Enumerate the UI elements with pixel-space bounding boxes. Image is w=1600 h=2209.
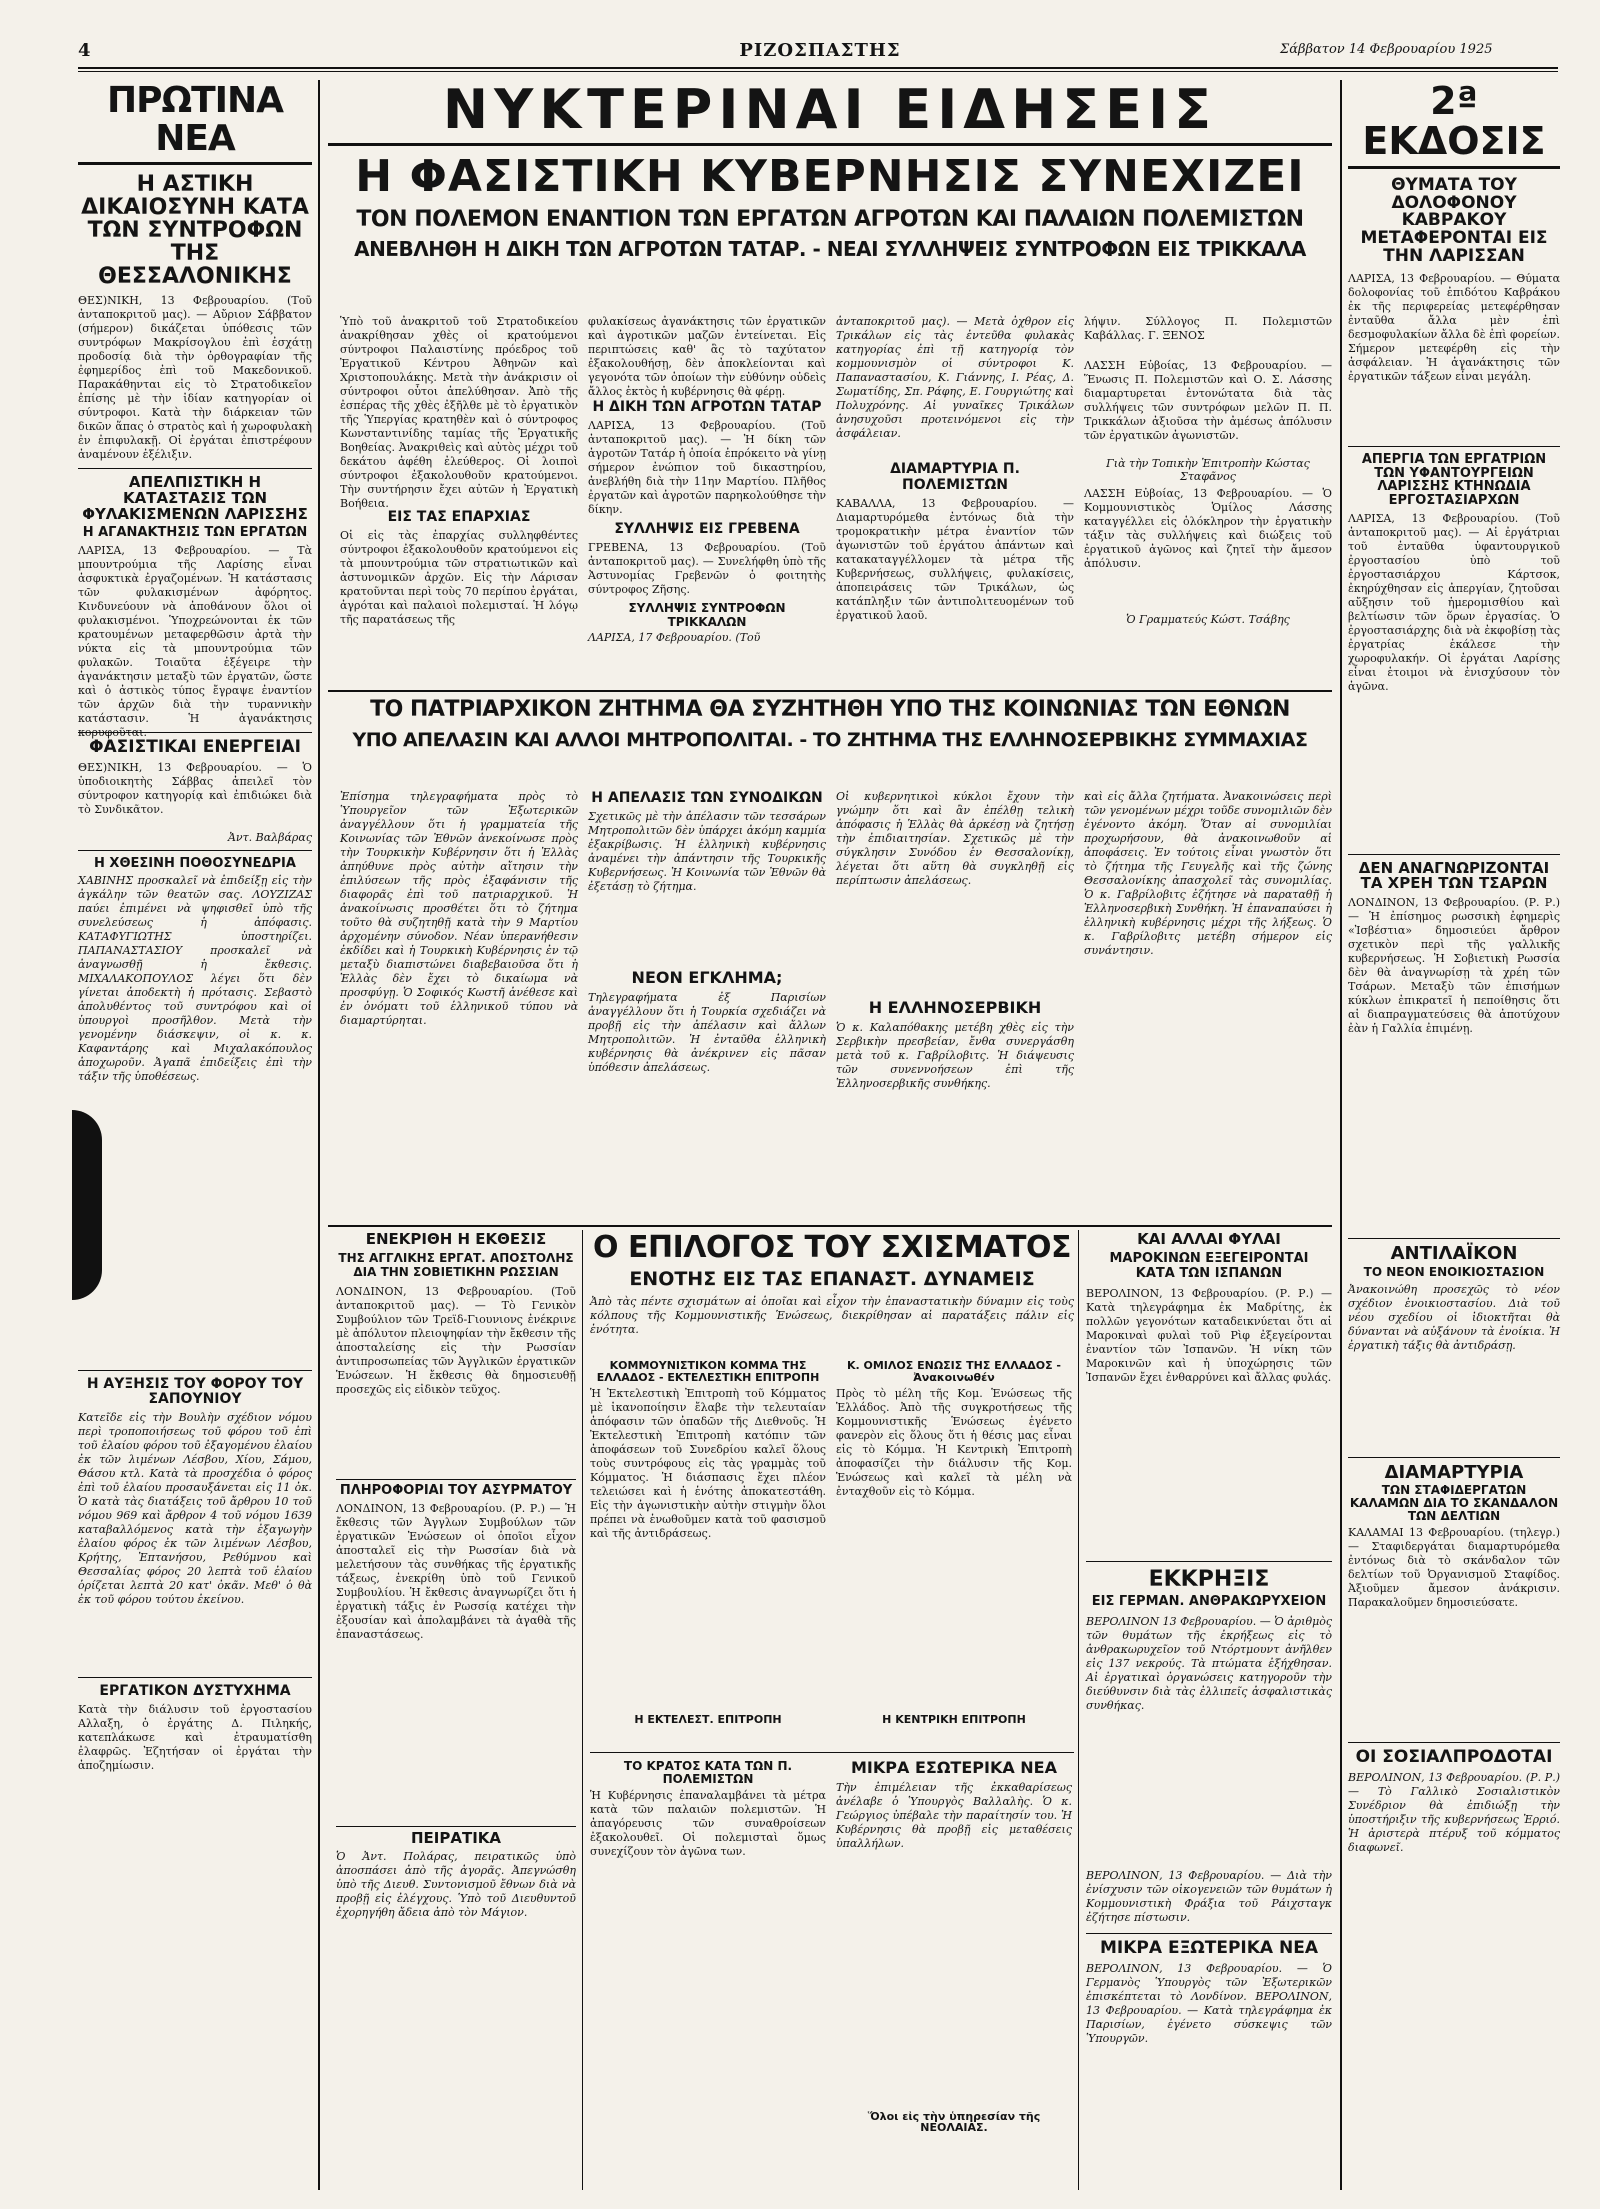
headline: ΕΚΚΡΗΞΙΣ (1148, 1567, 1270, 1593)
banner-nykterinai: ΝΥΚΤΕΡΙΝΑΙ ΕΙΔΗΣΕΙΣ (328, 82, 1332, 146)
article-column (340, 315, 578, 654)
subheadline: ΔΙΑ ΤΗΝ ΣΟΒΙΕΤΙΚΗΝ ΡΩΣΣΙΑΝ (353, 1265, 559, 1280)
column-divider (1340, 80, 1342, 2190)
left-column (78, 80, 312, 1772)
right-column (1348, 79, 1560, 1891)
article-footer: Ὅλοι εἰς τὴν ὑπηρεσίαν τῆς ΝΕΟΛΑΙΑΣ. (867, 2109, 1041, 2135)
signature: Ὁ Γραμματεύς Κώστ. Τσάβης (1126, 613, 1290, 626)
article-body: Σχετικῶς μὲ τὴν ἀπέλασιν τῶν τεσσάρων Μητροπολιτῶν δὲν ὑπάρχει ἀκόμη καμμία ἐξακρίβωσις. Ἡ ἑλληνικὴ κυβέρνησις ἀναμένει τὴν ἀπάντησιν τῆς Τουρκικῆς Κυβερνήσεως. Ἡ Κοινωνία τῶν Ἐθνῶν θὰ ἐξετάσῃ τὸ ζήτημα. (588, 810, 826, 893)
headline: ΑΝΤΙΛΑΪΚΟΝ (1390, 1243, 1518, 1265)
subheadline: ΕΝΟΤΗΣ ΕΙΣ ΤΑΣ ΕΠΑΝΑΣΤ. ΔΥΝΑΜΕΙΣ (629, 1267, 1035, 1290)
headline: ΔΙΑΜΑΡΤΥΡΙΑ (1384, 1461, 1524, 1483)
subheadline: ΣΥΛΛΗΨΙΣ ΣΥΝΤΡΟΦΩΝ ΤΡΙΚΚΑΛΩΝ (628, 601, 786, 629)
headline: ΜΙΚΡΑ ΕΞΩΤΕΡΙΚΑ ΝΕΑ (1100, 1937, 1318, 1958)
subheadline: ΤΟ ΝΕΟΝ ΕΝΟΙΚΙΟΣΤΑΣΙΟΝ (1363, 1264, 1545, 1279)
section-title-ekdosis: 2ª ΕΚΔΟΣΙΣ (1348, 82, 1560, 169)
patriarch-header (328, 698, 1332, 751)
headline: ΠΛΗΡΟΦΟΡΙΑΙ ΤΟΥ ΑΣΥΡΜΑΤΟΥ (339, 1482, 573, 1498)
article-body: ΛΟΝΔΙΝΟΝ, 13 Φεβρουαρίου. (Ρ. Ρ.) — Ἡ ἔκθεσις τῶν Ἀγγλων Συμβούλων τῶν ἐργατικῶν Ἑνώσεων οἱ ὁποῖοι εἶχον ἀποσταλεῖ εἰς τὴν Ρωσσίαν διὰ νὰ μελετήσουν τὰς συνθήκας τῆς ἐργατικῆς τάξεως, ἐνεκρίθη ὑπὸ τοῦ Γενικοῦ Συμβουλίου. Ἡ ἔκθεσις ἀναγνωρίζει ὅτι ἡ ἐργατικὴ τάξις ἐν Ρωσσίᾳ κατέχει τὴν ἐξουσίαν καὶ ἀπολαμβάνει τὰ ἀγαθὰ τῆς ἐπαναστάσεως. (336, 1501, 576, 1641)
article-column (588, 315, 826, 647)
column-divider (1078, 1230, 1079, 2190)
article-body: Πρὸς τὸ μέλη τῆς Κομ. Ἑνώσεως τῆς Ἑλλάδος. Ἀπὸ τῆς συγκροτήσεως τῆς Κομμουνιστικῆς Ἑνώσεως ἐγένετο φανερὸν εἰς ὅλους ὅτι ἡ θέσις μας εἶναι εἰς τὸ Κόμμα. Ἡ Κεντρικὴ Ἐπιτροπὴ ἀποφασίζει τὴν διάλυσιν τῆς Κομ. Ἑνώσεως καὶ καλεῖ τὰ μέλη νὰ ἐνταχθοῦν εἰς τὸ Κόμμα. (836, 1387, 1072, 1499)
main-subheadline: ΤΟΝ ΠΟΛΕΜΟΝ ΕΝΑΝΤΙΟΝ ΤΩΝ ΕΡΓΑΤΩΝ ΑΓΡΟΤΩΝ ΚΑΙ ΠΑΛΑΙΩΝ ΠΟΛΕΜΙΣΤΩΝ (356, 206, 1304, 232)
subheadline: Η ΔΙΚΗ ΤΩΝ ΑΓΡΟΤΩΝ ΤΑΤΑΡ (592, 399, 822, 415)
signature: Ἀντ. Βαλβάρας (227, 830, 312, 844)
article-body: Οἱ εἰς τὰς ἐπαρχίας συλληφθέντες σύντροφοι ἐξακολουθοῦν κρατούμενοι εἰς τὰ μπουντρούμια τῶν στρατιωτικῶν καὶ ἀστυνομικῶν ἀρχῶν. Εἰς τὴν Λάρισαν κρατοῦνται περὶ τοὺς 70 περίπου ἐργάται, ἀγρόται καὶ παλαιοὶ πολεμισταί. Ἡ λόγῳ τῆς παρατάσεως τῆς (340, 529, 578, 626)
article-intro: Ἀπὸ τὰς πέντε σχισμάτων αἱ ὁποῖαι καὶ εἶχον τὴν ἐπαναστατικὴν δύναμιν εἰς τοὺς κόλπους τῆς Κομμουνιστικῆς Ἑνώσεως, διεκρίθησαν αἱ παρατάξεις πάλιν εἰς ἑνότητα. (590, 1295, 1074, 1337)
article-body: ΛΑΡΙΣΑ, 13 Φεβρουαρίου. (Τοῦ ἀνταποκριτοῦ μας). — Αἱ ἐργάτριαι τοῦ ἐνταῦθα ὑφαντουργικοῦ ἐργοστασίου ὑπὸ τοῦ ἐργοστασιάρχου Κάρτσοκ, ἐκηρύχθησαν εἰς ἀπεργίαν, ζητοῦσαι αὔξησιν τοῦ ἡμερομισθίου καὶ βελτίωσιν τῶν ὅρων ἐργασίας. Ὁ ἐργοστασιάρχης διὰ νὰ ἐκφοβίσῃ τὰς ἐργατρίας ἐκάλεσε τὴν χωροφυλακήν. Οἱ ἐργάται Λαρίσης εἶναι ἑτοιμοι νὰ ἐνισχύσουν τὸν ἀγῶνα. (1348, 511, 1560, 693)
article-body: ΛΑΡΙΣΑ, 17 Φεβρουαρίου. (Τοῦ (588, 631, 761, 644)
headline: ΤΟ ΠΑΤΡΙΑΡΧΙΚΟΝ ΖΗΤΗΜΑ ΘΑ ΣΥΖΗΤΗΘΗ ΥΠΟ ΤΗΣ ΚΟΙΝΩΝΙΑΣ ΤΩΝ ΕΘΝΩΝ (370, 697, 1290, 722)
section-rule (328, 1225, 1332, 1227)
subheadline: ΣΥΛΛΗΨΙΣ ΕΙΣ ΓΡΕΒΕΝΑ (614, 521, 800, 537)
article-body: Ἡ Κυβέρνησις ἐπαναλαμβάνει τὰ μέτρα κατὰ τῶν παλαιῶν πολεμιστῶν. Ἡ ἀπαγόρευσις τῶν συναθροίσεων ἐξακολουθεῖ. Οἱ πολεμισταὶ ὅμως συνεχίζουν τὸν ἀγῶνα των. (590, 1789, 826, 1859)
subheadline: Κ. ΟΜΙΛΟΣ ΕΝΩΣΙΣ ΤΗΣ ΕΛΛΑΔΟΣ - Ἀνακοινωθέν (846, 1359, 1062, 1384)
article-body: ΛΟΝΔΙΝΟΝ, 13 Φεβρουαρίου. (Τοῦ ἀνταποκριτοῦ μας). — Τὸ Γενικὸν Συμβούλιον τῶν Τρεϊδ-Γιουνιονς ἐνέκρινε μὲ ἀπόλυτον πλειοψηφίαν τὴν ἔκθεσιν τῆς ἀποσταλείσης εἰς τὴν Ρωσσίαν ἀντιπροσωπείας τῶν Ἀγγλικῶν ἐργατικῶν Ἑνώσεων. Ἡ ἔκθεσις θὰ δημοσιευθῇ προσεχῶς εἰς εἰδικὸν τεῦχος. (336, 1284, 576, 1396)
main-subheadline: ΑΝΕΒΛΗΘΗ Η ΔΙΚΗ ΤΩΝ ΑΓΡΟΤΩΝ ΤΑΤΑΡ. - ΝΕΑΙ ΣΥΛΛΗΨΕΙΣ ΣΥΝΤΡΟΦΩΝ ΕΙΣ ΤΡΙΚΚΑΛΑ (354, 236, 1306, 261)
headline: Η ΑΣΤΙΚΗ ΔΙΚΑΙΟΣΥΝΗ ΚΑΤΑ ΤΩΝ ΣΥΝΤΡΟΦΩΝ ΤΗΣ ΘΕΣΣΑΛΟΝΙΚΗΣ (81, 171, 309, 289)
article-column (590, 1360, 826, 1726)
headline: ΕΡΓΑΤΙΚΟΝ ΔΥΣΤΥΧΗΜΑ (99, 1682, 291, 1699)
news-column (1086, 1232, 1332, 2162)
headline: ΑΠΕΡΓΙΑ ΤΩΝ ΕΡΓΑΤΡΙΩΝ ΤΩΝ ΥΦΑΝΤΟΥΡΓΕΙΩΝ ΛΑΡΙΣΣΗΣ ΚΤΗΝΩΔΙΑ ΕΡΓΟΣΤΑΣΙΑΡΧΩΝ (1361, 452, 1547, 508)
headline: Η ΧΘΕΣΙΝΗ ΠΟΘΟΣΥΝΕΔΡΙΑ (94, 855, 296, 871)
headline: Η ΑΥΞΗΣΙΣ ΤΟΥ ΦΟΡΟΥ ΤΟΥ ΣΑΠΟΥΝΙΟΥ (86, 1376, 304, 1408)
article-body: ΚΑΛΑΜΑΙ 13 Φεβρουαρίου. (τηλεγρ.) — Σταφιδεργάται διαμαρτυρόμεθα ἐντόνως διὰ τὸ σκάνδαλον τῶν δελτίων τοῦ Ὀργανισμοῦ Σταφίδος. Ἀξιοῦμεν ἄμεσον ἀνάκρισιν. Παρακαλοῦμεν δημοσιεύσατε. (1348, 1526, 1560, 1610)
subheadline: ΤΗΣ ΑΓΓΛΙΚΗΣ ΕΡΓΑΤ. ΑΠΟΣΤΟΛΗΣ (338, 1250, 574, 1265)
article-body: ΛΑΣΣΗ Εὐβοίας, 13 Φεβρουαρίου. — Ἕνωσις Π. Πολεμιστῶν καὶ Ο. Σ. Λάσσης διαμαρτυρεται ἐντονώτατα διὰ τὰς συλλήψεις τῶν συντρόφων μελῶν Π. Π. Τρικκάλων ἀξιοῦσα τὴν ἀμέσως ἀπόλυσιν τῶν ἐργατικῶν ἀγωνιστῶν. (1084, 359, 1332, 442)
article-column (1084, 315, 1332, 626)
article-body: ΒΕΡΟΛΙΝΟΝ, 13 Φεβρουαρίου. — Ὁ Γερμανὸς Ὑπουργὸς τῶν Ἐξωτερικῶν ἐπισκέπτεται τὸ Λονδίνον. ΒΕΡΟΛΙΝΟΝ, 13 Φεβρουαρίου. — Κατὰ τηλεγράφημα ἐκ Παρισίων, ἐγένετο σύσκεψις τῶν Ὑπουργῶν. (1086, 1961, 1332, 2045)
issue-date: Σάββατον 14 Φεβρουαρίου 1925 (1280, 42, 1493, 57)
article-body: Ἀνακοινώθη προσεχῶς τὸ νέον σχέδιον ἐνοικιοστασίου. Διὰ τοῦ νέου σχεδίου οἱ ἰδιοκτῆται θὰ δύνανται νὰ αὐξάνουν τὰ ἐνοίκια. Ἡ ἐργατικὴ τάξις θὰ ἀντιδράσῃ. (1348, 1282, 1560, 1352)
article-body: Ἡ Ἐκτελεστικὴ Ἐπιτροπὴ τοῦ Κόμματος μὲ ἱκανοποίησιν ἔλαβε τὴν τελευταίαν ἀπόφασιν τῶν ὀπαδῶν τῆς Διεθνοῦς. Ἡ Ἐκτελεστικὴ Ἐπιτροπὴ κατόπιν τῶν ἀποφάσεων τοῦ Συνεδρίου καλεῖ ὅλους τοὺς συντρόφους εἰς τὰς γραμμὰς τοῦ Κόμματος. Ἡ διάσπασις ἔχει πλέον τελειώσει καὶ ἡ ἑνότης ἀποκατεστάθη. Εἰς τὴν ἀγωνιστικὴν αὐτὴν στιγμὴν ὅλοι πρέπει νὰ ἑνωθοῦμεν κατὰ τοῦ φασισμοῦ καὶ τῆς ἀντιδράσεως. (590, 1387, 826, 1541)
subheadline: ΕΙΣ ΤΑΣ ΕΠΑΡΧΙΑΣ (387, 509, 531, 525)
column-divider (582, 1230, 583, 2190)
article-column (340, 790, 578, 1210)
article-column (588, 790, 826, 1171)
article-body: ἀνταποκριτοῦ μας). — Μετὰ ὀχθρον εἰς Τρικάλων εἰς τὰς ἐντεῦθα φυλακὰς κατηγορίας ἐπὶ τῇ κατηγορίᾳ τὸν κομμουνισμὸν οἱ σύντροφοι Κ. Παπαναστασίου, Κ. Γιάννης, Ι. Ρέας, Δ. Σωματίδης, Σπ. Ράφης, Ε. Γουργιώτης καὶ Πολυχρόνης. Αἱ γυναῖκες Τρικάλων ἀνησυχοῦσι προτεινόμενοι εἰς τὴν ἀσφάλειαν. (836, 315, 1074, 440)
section-rule (590, 1752, 1074, 1753)
article-column (590, 1760, 826, 2169)
headline: ΠΕΙΡΑΤΙΚΑ (410, 1828, 502, 1847)
headline: ΦΑΣΙΣΤΙΚΑΙ ΕΝΕΡΓΕΙΑΙ (89, 736, 301, 757)
headline: Ο ΕΠΙΛΟΓΟΣ ΤΟΥ ΣΧΙΣΜΑΤΟΣ (593, 1230, 1071, 1265)
page-number: 4 (78, 40, 92, 61)
article-column (836, 1760, 1072, 2134)
article-body: Ὁ Ἀντ. Πολάρας, πειρατικῶς ὑπὸ ἀποσπάσει ἀπὸ τῆς ἀγορᾶς. Ἀπεγνώσθη ὑπὸ τῆς Διευθ. Συντονισμοῦ ἔθνων διὰ νὰ προβῇ εἰς ἐλέγχους. Ὑπὸ τοῦ Διευθυντοῦ ἐχορηγήθη ἄδεια ἀπὸ τὸν Μάγιον. (336, 1850, 576, 1920)
article-body: Κατεῖδε εἰς τὴν Βουλὴν σχέδιον νόμου περὶ τροποποιήσεως τοῦ φόρου τοῦ ἐπὶ τοῦ ἐλαίου φόρου τοῦ ἐξαγομένου ἐλαίου ἐκ τῶν λιμένων Λέσβου, Χίου, Σάμου, Θάσου κτλ. Κατὰ τὰ προσχέδια ὁ φόρος ἐπὶ τοῦ ἐλαίου προσαυξάνεται εἰς 11 ὀκ. Ὁ κατὰ τὰς διατάξεις τοῦ ἄρθρου 10 τοῦ νόμου 969 καὶ ἄρθρον 4 τοῦ νόμου 1639 καταβαλλόμενος κατὰ τὴν ἐξαγωγὴν ἐλαίου φόρος ἐκ τῶν λιμένων Λέσβου, Κρήτης, Ἐπτανήσου, Ρεθύμνου καὶ Θεσσαλίας φόρος 20 λεπτὰ τοῦ ἐλαίου ὁρίζεται λεπτὰ 20 κατ' ὀκᾶν. Μεθ' ὁ θὰ ἐκ τοῦ φόρου τούτου ἐκείνου. (78, 1410, 312, 1606)
subheadline: Η ΑΠΕΛΑΣΙΣ ΤΩΝ ΣΥΝΟΔΙΚΩΝ (591, 790, 823, 806)
article-body: ΚΑΒΑΛΛΑ, 13 Φεβρουαρίου. — Διαμαρτυρόμεθα ἐντόνως διὰ τὴν τρομοκρατικὴν μέτρα ἐναντίον τῶν ἀγωνιστῶν τοῦ ἐργάτου ἁπάντων καὶ κατακαταγγέλλομεν τὰ μέτρα τῆς Κυβερνήσεως, συλλήψεις, φυλακίσεις, ἀποπειράσεις τῶν Τρικάλων, ὡς κατάπληξιν τῶν ἀντιπολιτευομένων τοῦ ἐργατικοῦ λαοῦ. (836, 497, 1074, 622)
subheadline: Η ΑΓΑΝΑΚΤΗΣΙΣ ΤΩΝ ΕΡΓΑΤΩΝ (82, 525, 308, 541)
report-column (336, 1232, 576, 2018)
subheadline: ΤΩΝ ΣΤΑΦΙΔΕΡΓΑΤΩΝ ΚΑΛΑΜΩΝ ΔΙΑ ΤΟ ΣΚΑΝΔΑΛΟΝ ΤΩΝ ΔΕΛΤΙΩΝ (1349, 1483, 1559, 1523)
headline: ΚΑΙ ΑΛΛΑΙ ΦΥΛΑΙ (1137, 1230, 1281, 1248)
article-body: ΛΟΝΔΙΝΟΝ, 13 Φεβρουαρίου. (Ρ. Ρ.) — Ἡ ἐπίσημος ρωσσικὴ ἐφημερὶς «Ἰσβέστια» δημοσιεύει ἄρθρον σχετικὸν περὶ τῆς γαλλικῆς κυβερνήσεως. Ἡ Σοβιετικὴ Ρωσσία δὲν θὰ ἀναγνωρίσῃ τὰ χρέη τῶν Τσάρων. Μεταξὺ τῶν ἐπισήμων κύκλων ἐπικρατεῖ ἡ πεποίθησις ὅτι αἱ διαπραγματεύσεις θὰ ἀποτύχουν ἐὰν ἡ Γαλλία ἐπιμένῃ. (1348, 896, 1560, 1036)
headline: ΘΥΜΑΤΑ ΤΟΥ ΔΟΛΟΦΟΝΟΥ ΚΑΒΡΑΚΟΥ ΜΕΤΑΦΕΡΟΝΤΑΙ ΕΙΣ ΤΗΝ ΛΑΡΙΣΣΑΝ (1360, 174, 1548, 267)
article-body: Ὑπὸ τοῦ ἀνακριτοῦ τοῦ Στρατοδικείου ἀνακρίθησαν χθὲς οἱ κρατούμενοι σύντροφοι Παλαιστίνης πρόεδρος τοῦ Ἐργατικοῦ Κέντρου Ἀθηνῶν καὶ Χριστοπουλάκης. Μετὰ τὴν ἀνάκρισιν οἱ σύντροφοι οὗτοι ἀπελύθησαν. Ἀπὸ τῆς ἐσπέρας τῆς χθὲς ἐξῆλθε μὲ τὸ ἐργατικὸν τῆς Ὑπεργίας κρατηθὲν καὶ ὁ σύντροφος Κωνσταντινίδης ταμίας τῆς Ἐργατικῆς Βοηθείας. Ἀνακριθεὶς καὶ αὐτὸς μέχρι τοῦ δεκάτου ἀφέθη ἐλεύθερος. Οἱ λοιποὶ σύντροφοι ἐξακολουθοῦν κρατούμενοι. Τὴν συντήρησιν ἔχει αὐτῶν ἡ Ἐργατικὴ Βοήθεια. (340, 315, 578, 510)
article-body: ΘΕΣ)ΝΙΚΗ, 13 Φεβρουαρίου. — Ὁ ὑποδιοικητὴς Σάββας ἀπειλεῖ τὸν σύντροφον κατηγορίᾳ καὶ ἐπιδιώκει διὰ τὸ Συνδικᾶτον. (78, 760, 312, 816)
section-rule (328, 690, 1332, 692)
masthead-rule-thin (78, 71, 1558, 72)
binding-shadow (72, 1110, 102, 1300)
main-headline: Η ΦΑΣΙΣΤΙΚΗ ΚΥΒΕΡΝΗΣΙΣ ΣΥΝΕΧΙΖΕΙ (355, 150, 1305, 202)
article-column (1084, 790, 1332, 1200)
column-divider (318, 80, 320, 2190)
signature: Η ΕΚΤΕΛΕΣΤ. ΕΠΙΤΡΟΠΗ (634, 1713, 782, 1727)
article-body: ΘΕΣ)ΝΙΚΗ, 13 Φεβρουαρίου. (Τοῦ ἀνταποκριτοῦ μας). — Αὔριον Σάββατον (σήμερον) δικάζεται ὑπόθεσις τῶν συντρόφων Μακρίσογλου ἐπὶ ἐσχάτῃ προδοσίᾳ διὰ τὴν ὀρθογραφίαν τῆς ἐφημερίδος ἐπὶ τοῦ Μακεδονικοῦ. Παρακάθηνται εἰς τὸ Στρατοδικεῖον ἐπίσης μὲ τὴν ἰδίαν κατηγορίαν οἱ σύντροφοι. Κατὰ τὴν διάρκειαν τῶν δικῶν ἅπας ὁ στρατὸς καὶ ἡ χωροφυλακὴ ἐν ἐπιφυλακῇ. Οἱ ἐργάται ἐπιστρέφουν ἀναμένουν ἐξέλιξιν. (78, 294, 312, 462)
article-body: ΧΑΒΙΝΗΣ προσκαλεῖ νὰ ἐπιδείξῃ εἰς τὴν ἀγκάλην τῶν θεατῶν σας. ΛΟΥΖΙΖΑΣ παύει ἐπιμένει νὰ ψηφισθεῖ ὑπὸ τῆς συνελεύσεως ἡ ἀπόφασις. ΚΑΤΑΦΥΓΙΩΤΗΣ ὑποστηρίζει. ΠΑΠΑΝΑΣΤΑΣΙΟΥ προσκαλεῖ νὰ ἀναγνωσθῇ ἡ ἔκθεσις. ΜΙΧΑΛΑΚΟΠΟΥΛΟΣ λέγει ὅτι δὲν γίνεται ἀποδεκτὴ ἡ πρότασις. Σεβαστὸ ἀπολυθέντος τοῦ συντρόφου καὶ οἱ ὑπουργοὶ προσῆλθον. Μετὰ τὴν γενομένην διάσκεψιν, οἱ κ. κ. Καφαντάρης καὶ Μιχαλακόπουλος ἀποχωροῦν. Ἀγαπᾶ ἐπιδείξεις ἐπὶ τὴν τάξιν τῆς ὑποθέσεως. (78, 874, 312, 1084)
signature: Γιὰ τὴν Τοπικὴν Ἐπιτροπὴν Κώστας Σταφᾶνος (1106, 457, 1310, 483)
section-title-protina: ΠΡΩΤΙΝΑ ΝΕΑ (78, 82, 312, 165)
subheadline: ΝΕΟΝ ΕΓΚΛΗΜΑ; (631, 968, 783, 987)
article-column (836, 790, 1074, 1191)
article-column (836, 315, 1074, 657)
article-body: ΛΑΡΙΣΑ, 13 Φεβρουαρίου. — Τὰ μπουντρούμια τῆς Λαρίσης εἶναι ἀσφυκτικὰ ἐργαζομένων. Ἡ κατάστασις τῶν φυλακισμένων ἀφόρητος. Κινδυνεύουν νὰ ἀποθάνουν ὅλοι οἱ φυλακισμένοι. Ὑποχρεώνονται ἐκ τῶν κρατουμένων μεταφερθῶσιν ἀρτὰ τὴν νύκτα εἰς τὰ μπουντρούμια τῶν φυλακῶν. Τοιαῦτα ἐξέγειρε τὴν ἀγανάκτησιν μεταξὺ τῶν ἐργατῶν, ὥστε καὶ ὁ ἀστικὸς τύπος ἔγραψε ἐναντίον τῶν ἀρχῶν διὰ τὴν τυραννικὴν κατάστασιν. Ἡ ἀγανάκτησις κορυφοῦται. (78, 543, 312, 739)
article-body: ΛΑΡΙΣΑ, 13 Φεβρουαρίου. — Θύματα δολοφονίας τοῦ ἐπιδότου Καβράκου ἐκ τῆς περιφερείας μετεφέρθησαν ἐνταῦθα ἄλλα μὲν ἐπὶ δεσμοφυλακίων ἄλλα δὲ ἐπὶ φορείων. Σήμερον μετεφέρθη εἰς τὴν ἀσφάλειαν. Ἡ ἀγανάκτησις τῶν ἐργατικῶν τάξεων εἶναι μεγάλη. (1348, 272, 1560, 383)
signature: Η ΚΕΝΤΡΙΚΗ ΕΠΙΤΡΟΠΗ (882, 1713, 1026, 1727)
headline: ΜΙΚΡΑ ΕΣΩΤΕΡΙΚΑ ΝΕΑ (851, 1758, 1057, 1777)
subheadline: ΜΑΡΟΚΙΝΩΝ ΕΞΕΓΕΙΡΟΝΤΑΙ (1109, 1250, 1309, 1266)
headline: ΑΠΕΛΠΙΣΤΙΚΗ Η ΚΑΤΑΣΤΑΣΙΣ ΤΩΝ ΦΥΛΑΚΙΣΜΕΝΩΝ ΛΑΡΙΣΣΗΣ (82, 473, 308, 523)
paper-name: ΡΙΖΟΣΠΑΣΤΗΣ (739, 40, 901, 61)
subheadline: ΚΟΜΜΟΥΝΙΣΤΙΚΟΝ ΚΟΜΜΑ ΤΗΣ ΕΛΛΑΔΟΣ - ΕΚΤΕΛΕΣΤΙΚΗ ΕΠΙΤΡΟΠΗ (596, 1359, 820, 1384)
article-body: ΒΕΡΟΛΙΝΟΝ, 13 Φεβρουαρίου. — Διὰ τὴν ἐνίσχυσιν τῶν οἰκογενειῶν τῶν θυμάτων ἡ Κομμουνιστικὴ Φράξια τοῦ Ράιχσταγκ ἐζήτησε πίστωσιν. (1086, 1868, 1332, 1924)
article-body: Τηλεγραφήματα ἐξ Παρισίων ἀναγγέλλουν ὅτι ἡ Τουρκία σχεδιάζει νὰ προβῇ εἰς τὴν ἀπέλασιν καὶ ἄλλων Μητροπολιτῶν. Ἡ ἐνταῦθα ἑλληνικὴ κυβέρνησις θὰ ἀνέκρινεν εἰς πᾶσαν ὑπόθεσιν ἀπελάσεως. (588, 991, 826, 1074)
article-body: Ἐπίσημα τηλεγραφήματα πρὸς τὸ Ὑπουργεῖον τῶν Ἐξωτερικῶν ἀναγγέλλουν ὅτι ἡ γραμματεία τῆς Κοινωνίας τῶν Ἐθνῶν ἀνεκοίνωσε πρὸς τὴν Τουρκικὴν Κυβέρνησιν ὅτι ἡ Ἑλλὰς ἀπηύθυνε πρὸς αὐτὴν αἴτησιν τὴν ἐπιλύσεων τῆς πρὸς ἐξαφάνισιν τῆς διαφορᾶς ἐπὶ τοῦ πατριαρχικοῦ. Ἡ ἀνακοίνωσις προσθέτει ὅτι τὸ ζήτημα τοῦτο θὰ συζητηθῇ κατὰ τὴν 9 Μαρτίου ἀρχομένην σύνοδον. Νέαν ὑπερανήθεσιν ἐκδίδει καὶ ἡ Τουρκικὴ Κυβέρνησις ἐν τῷ μεταξὺ διαπιστώνει διαβεβαιοῦσα ὅτι ἡ Ἑλλὰς δὲν ἔχει τὸ δικαίωμα νὰ προσφύγῃ. Ὁ Σοφικός Κωστῆ ἀνέθεσε καὶ ἐν ὀνόματι τοῦ ἑλληνικοῦ τύπου νὰ διαμαρτύρηται. (340, 790, 578, 1027)
headline: ΤΟ ΚΡΑΤΟΣ ΚΑΤΑ ΤΩΝ Π. ΠΟΛΕΜΙΣΤΩΝ (623, 1759, 793, 1786)
article-body: ΛΑΣΣΗ Εὐβοίας, 13 Φεβρουαρίου. — Ὁ Κομμουνιστικὸς Ὁμίλος Λάσσης καταγγέλλει εἰς ὁλόκληρον τὴν ἐργατικὴν τάξιν τὰς συλλήψεις καὶ διώξεις τοῦ ἐργατικοῦ ἀγῶνος καὶ ζητεῖ τὴν ἄμεσον ἀπόλυσιν. (1084, 487, 1332, 570)
masthead-rule (78, 67, 1558, 69)
article-body: Κατὰ τὴν διάλυσιν τοῦ ἐργοστασίου Αλλαξη, ὁ ἐργάτης Δ. Πιληκής, κατεπλάκωσε καὶ ἐτραυματίσθη ἐλαφρῶς. Ἐζητήσαν οἱ ἐργάται τὴν ἀποζημίωσιν. (78, 1702, 312, 1772)
subheadline: ΔΙΑΜΑΡΤΥΡΙΑ Π. ΠΟΛΕΜΙΣΤΩΝ (890, 461, 1020, 493)
article-body: ΒΕΡΟΛΙΝΟΝ 13 Φεβρουαρίου. — Ὁ ἀριθμὸς τῶν θυμάτων τῆς ἐκρήξεως εἰς τὸ ἀνθρακωρυχεῖον τοῦ Ντόρτμουντ ἀνῆλθεν εἰς 137 νεκρούς. Τὰ πτώματα ἐξήχθησαν. Αἱ ἐργατικαὶ ὀργανώσεις κατηγοροῦν τὴν διεύθυνσιν διὰ τὰς ἐλλιπεῖς ἀσφαλιστικὰς συνθήκας. (1086, 1614, 1332, 1712)
article-column (836, 1360, 1072, 1726)
schism-article (590, 1232, 1074, 1339)
article-body: Οἱ κυβερνητικοὶ κύκλοι ἔχουν τὴν γνώμην ὅτι καὶ ἂν ἐπέλθῃ τελικὴ ἀπόφασις ἡ Ἑλλὰς θὰ ἀρκέσῃ νὰ ζητήσῃ τὴν ἐπιδιαιτησίαν. Σχετικῶς μὲ τὴν σύγκλησιν Συνόδου ἐν Θεσσαλονίκῃ, λέγεται ὅτι αὕτη θὰ συγκληθῇ εἰς περίπτωσιν ἀπελάσεως. (836, 790, 1074, 887)
article-body: ΛΑΡΙΣΑ, 13 Φεβρουαρίου. (Τοῦ ἀνταποκριτοῦ μας). — Ἡ δίκη τῶν ἀγροτῶν Τατάρ ἡ ὁποία ἐπρόκειτο νὰ γίνῃ σήμερον ἐνώπιον τοῦ δικαστηρίου, ἀνεβλήθη διὰ τὴν 11ην Μαρτίου. Πλῆθος ἐργατῶν καὶ ἀγροτῶν παρηκολούθησε τὴν δίκην. (588, 419, 826, 516)
headline: ΟΙ ΣΟΣΙΑΛΠΡΟΔΟΤΑΙ (1355, 1747, 1553, 1768)
article-body: λήψιν. Σύλλογος Π. Πολεμιστῶν Καβάλλας. Γ. ΞΕΝΟΣ (1084, 315, 1332, 342)
article-body: φυλακίσεως ἀγανάκτησις τῶν ἐργατικῶν καὶ ἀγροτικῶν μαζῶν ἐντείνεται. Εἰς περιπτώσεις καθ' ἃς τὸ ταχύτατον ἐξακολουθήσῃ, δὲν ἀποκλείονται καὶ γεγονότα τῶν ὁποίων τὴν εὐθύνην οὐδεὶς ἄλλος ἐκτὸς ἡ κυβέρνησις θὰ φέρῃ. (588, 315, 826, 398)
subheadline: ΚΑΤΑ ΤΩΝ ΙΣΠΑΝΩΝ (1135, 1266, 1283, 1282)
subheadline: Η ΕΛΛΗΝΟΣΕΡΒΙΚΗ (868, 998, 1042, 1017)
article-body: Τὴν ἐπιμέλειαν τῆς ἐκκαθαρίσεως ἀνέλαβε ὁ Ὑπουργὸς Βαλλαλὴς. Ὁ κ. Γεώργιος ὑπέβαλε τὴν παραίτησίν του. Ἡ Κυβέρνησις θὰ προβῇ εἰς μεταθέσεις ὑπαλλήλων. (836, 1780, 1072, 1850)
article-body: Ὁ κ. Καλαπόθακης μετέβη χθὲς εἰς τὴν Σερβικὴν πρεσβείαν, ἔνθα συνεργάσθη μετὰ τοῦ κ. Γαβρίλοβιτς. Ἡ διάψευσις τῶν συνεννοήσεων ἐπὶ τῆς Ἑλληνοσερβικῆς συνθήκης. (836, 1021, 1074, 1090)
article-body: ΒΕΡΟΛΙΝΟΝ, 13 Φεβρουαρίου. (Ρ. Ρ.) — Τὸ Γαλλικὸ Σοσιαλιστικὸν Συνέδριον θὰ ἐπιδιώξῃ τὴν ὑποστήριξιν τῆς κυβερνήσεως Ἐρριό. Ἡ ἀριστερὰ πτέρυξ τοῦ κόμματος διαφωνεῖ. (1348, 1771, 1560, 1855)
article-body: ΓΡΕΒΕΝΑ, 13 Φεβρουαρίου. (Τοῦ ἀνταποκριτοῦ μας). — Συνελήφθη ὑπὸ τῆς Ἀστυνομίας Γρεβενῶν ὁ φοιτητὴς σύντροφος Ζῆσης. (588, 541, 826, 596)
article-body: ΒΕΡΟΛΙΝΟΝ, 13 Φεβρουαρίου. (Ρ. Ρ.) — Κατὰ τηλεγράφημα ἐκ Μαδρίτης, ἐκ πολλῶν γεγονότων καταδεικνύεται ὅτι αἱ Μαροκιναὶ φυλαὶ τοῦ Ρὶφ ἐξεγείρονται ἐναντίον τῶν Ἰσπανῶν. Ἡ νίκη τῶν Μαροκινῶν καὶ ἡ ὑποχώρησις τῶν Ἰσπανῶν ἔχει ἐνθαρρύνει καὶ ἄλλας φυλάς. (1086, 1287, 1332, 1385)
subheadline: ΕΙΣ ΓΕΡΜΑΝ. ΑΝΘΡΑΚΩΡΥΧΕΙΟΝ (1091, 1594, 1327, 1610)
article-body: καὶ εἰς ἄλλα ζητήματα. Ἀνακοινώσεις περὶ τῶν γενομένων μέχρι τοῦδε συνομιλιῶν δὲν ἐγένοντο ἀκόμη. Ὅταν αἱ συνομιλίαι προχωρήσουν, θὰ ἀνακοινωθοῦν αἱ ἀποφάσεις. Ἐν τούτοις εἶναι γνωστὸν ὅτι τὸ ζήτημα τῆς Γευγελῆς καὶ τῆς ζώνης Θεσσαλονίκης ἀπασχολεῖ τὰς συνομιλίας. Ὁ κ. Γαβρίλοβιτς ἐζήτησε νὰ παραταθῇ ἡ Ἑλληνοσερβικὴ Συνθήκη. Ἡ ἐπαναπαύσει ἡ ἑλληνικὴ κυβέρνησις μέχρι τῆς λήξεως. Ὁ κ. Γαβρίλοβιτς μετέβη σήμερον εἰς συνάντησιν. (1084, 790, 1332, 957)
headline: ΕΝΕΚΡΙΘΗ Η ΕΚΘΕΣΙΣ (365, 1230, 547, 1248)
headline: ΔΕΝ ΑΝΑΓΝΩΡΙΖΟΝΤΑΙ ΤΑ ΧΡΕΗ ΤΩΝ ΤΣΑΡΩΝ (1358, 858, 1550, 893)
subheadline: ΥΠΟ ΑΠΕΛΑΣΙΝ ΚΑΙ ΑΛΛΟΙ ΜΗΤΡΟΠΟΛΙΤΑΙ. - ΤΟ ΖΗΤΗΜΑ ΤΗΣ ΕΛΛΗΝΟΣΕΡΒΙΚΗΣ ΣΥΜΜΑΧΙΑΣ (352, 729, 1308, 752)
center-header (328, 78, 1332, 261)
